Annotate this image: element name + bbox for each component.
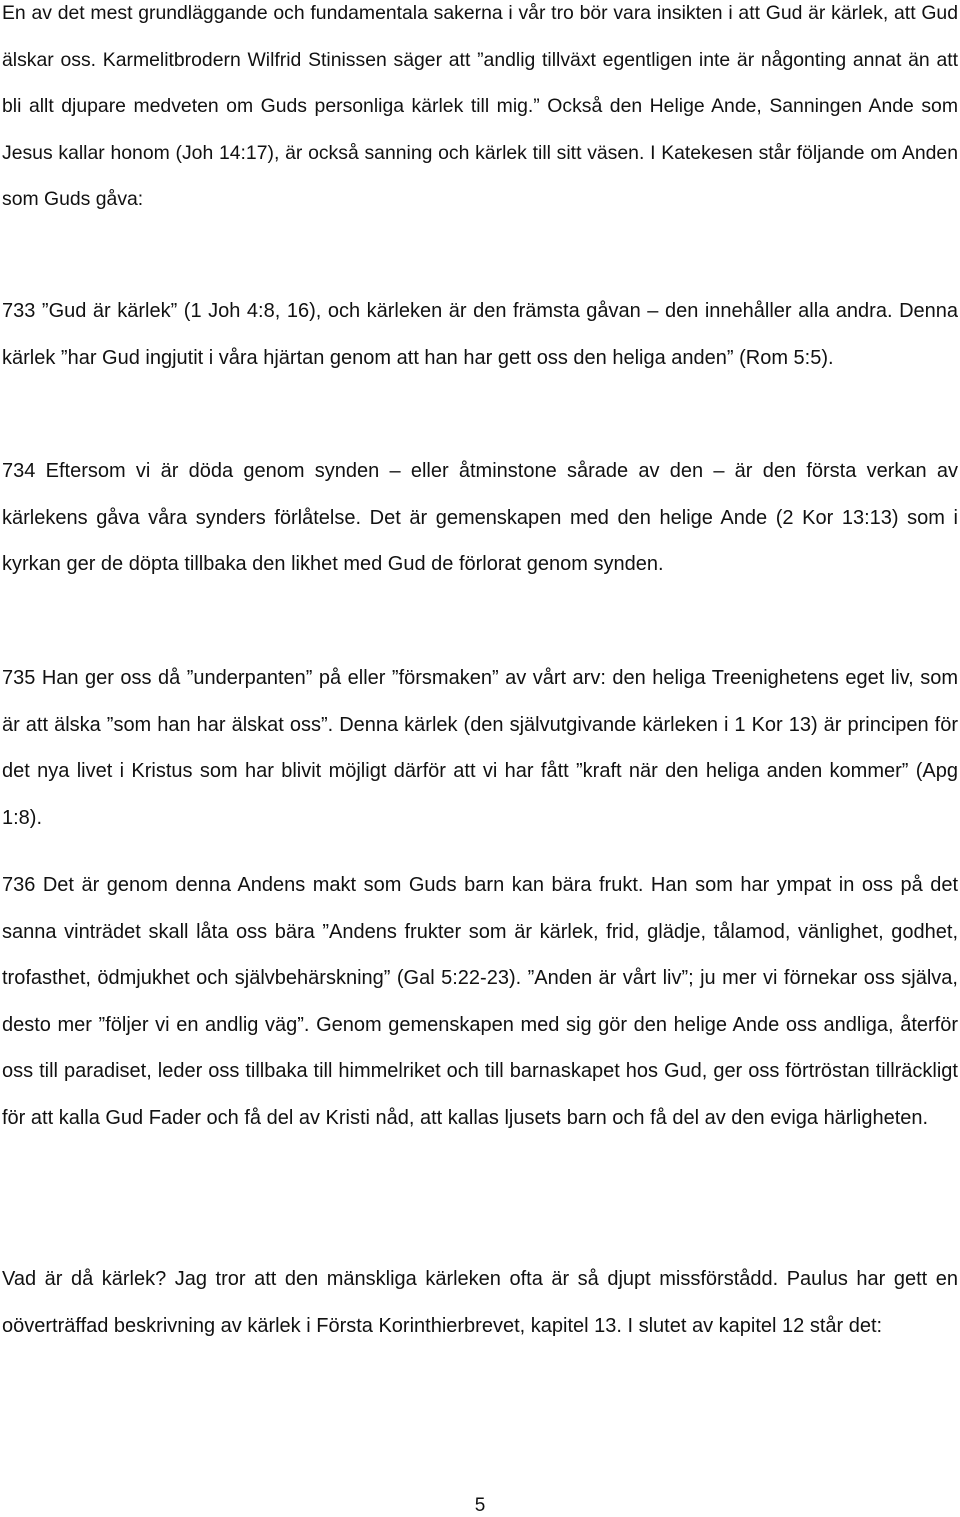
paragraph-question: Vad är då kärlek? Jag tror att den mänskliga kärleken ofta är så djupt missförstådd. Paulus har gett en oöverträffad beskrivning av kärlek i Första Korinthierbrevet, kapitel 13. I slutet av kapitel 12 står det: <box>2 1268 958 1337</box>
paragraph-intro: En av det mest grundläggande och fundamentala sakerna i vår tro bör vara insikten i att Gud är kärlek, att Gud älskar oss. Karmelitbrodern Wilfrid Stinissen säger att ”andlig tillväxt egentligen inte är någonting annat än att bli allt djupare medveten om Guds personliga kärlek till mig.” Också den Helige Ande, Sanningen Ande som Jesus kallar honom (Joh 14:17), är också sanning och kärlek till sitt väsen. I Katekesen står följande om Anden som Guds gåva: <box>2 2 958 210</box>
paragraph-736: 736 Det är genom denna Andens makt som Guds barn kan bära frukt. Han som har ympat in oss på det sanna vinträdet skall låta oss bära ”Andens frukter som är kärlek, frid, glädje, tålamod, vänlighet, godhet, trofasthet, ödmjukhet och självbehärskning” (Gal 5:22-23). ”Anden är vårt liv”; ju mer vi förnekar oss själva, desto mer ”följer vi en andlig väg”. Genom gemenskapen med sig gör den helige Ande oss andliga, återför oss till paradiset, leder oss tillbaka till himmelriket och till barnaskapet hos Gud, ger oss förtröstan tillräckligt för att kalla Gud Fader och få del av Kristi nåd, att kallas ljusets barn och få del av den eviga härligheten. <box>2 874 958 1129</box>
paragraph-734: 734 Eftersom vi är döda genom synden – eller åtminstone sårade av den – är den första verkan av kärlekens gåva våra synders förlåtelse. Det är gemenskapen med den helige Ande (2 Kor 13:13) som i kyrkan ger de döpta tillbaka den likhet med Gud de förlorat genom synden. <box>2 460 958 575</box>
paragraph-735: 735 Han ger oss då ”underpanten” på eller ”försmaken” av vårt arv: den heliga Treenighetens eget liv, som är att älska ”som han har älskat oss”. Denna kärlek (den självutgivande kärleken i 1 Kor 13) är principen för det nya livet i Kristus som har blivit möjligt därför att vi har fått ”kraft när den heliga anden kommer” (Apg 1:8). <box>2 667 958 829</box>
paragraph-733: 733 ”Gud är kärlek” (1 Joh 4:8, 16), och kärleken är den främsta gåvan – den innehåller alla andra. Denna kärlek ”har Gud ingjutit i våra hjärtan genom att han har gett oss den heliga anden” (Rom 5:5). <box>2 300 958 369</box>
page-number: 5 <box>474 1495 486 1516</box>
